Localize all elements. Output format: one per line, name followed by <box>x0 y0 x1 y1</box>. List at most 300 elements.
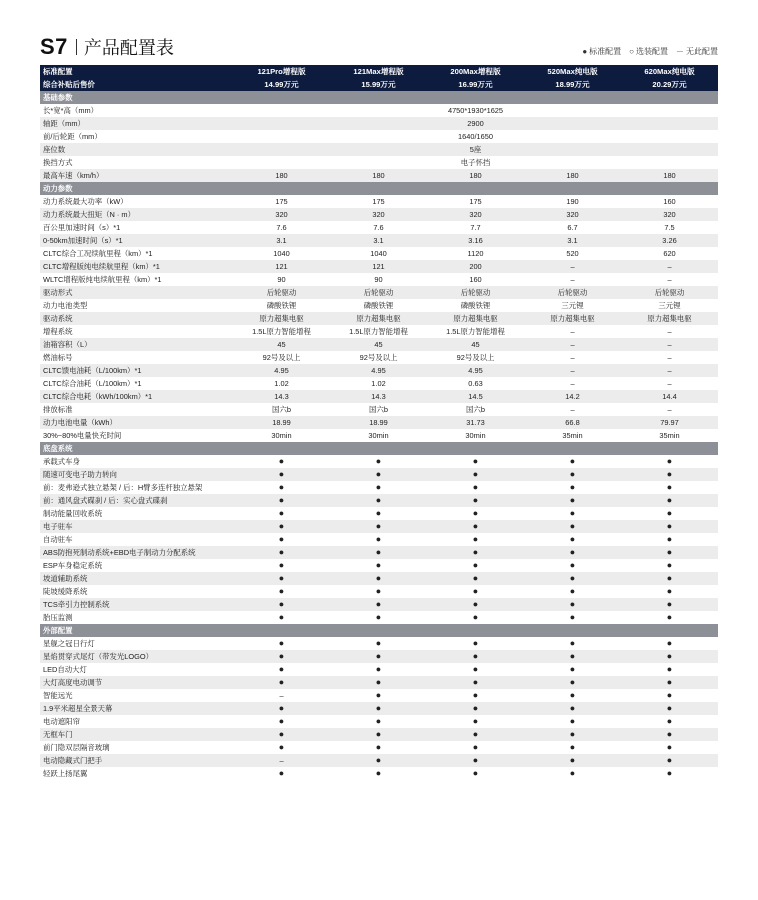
value-cell: ● <box>427 689 524 702</box>
table-row <box>40 325 718 338</box>
table-row <box>40 598 718 611</box>
value-cell: 160 <box>427 273 524 286</box>
row-label: 驱动系统 <box>40 312 233 325</box>
row-label: CLTC综合油耗（L/100km）*1 <box>40 377 233 390</box>
value-cell: ● <box>524 533 621 546</box>
row-label: 大灯高度电动调节 <box>40 676 233 689</box>
table-row <box>40 520 718 533</box>
value-cell: ● <box>621 468 718 481</box>
table-row <box>40 143 718 156</box>
value-cell: 320 <box>524 208 621 221</box>
value-cell: ● <box>233 481 330 494</box>
page-title <box>40 34 174 60</box>
row-label: 电子驻车 <box>40 520 233 533</box>
value-cell: ● <box>524 546 621 559</box>
table-row <box>40 559 718 572</box>
merged-value-cell: 电子怀挡 <box>233 156 718 169</box>
value-cell: – <box>621 377 718 390</box>
value-cell: 原力超集电驱 <box>233 312 330 325</box>
value-cell: 180 <box>621 169 718 182</box>
value-cell: 90 <box>233 273 330 286</box>
value-cell: ● <box>524 611 621 624</box>
legend-label: 选装配置 <box>636 47 668 56</box>
value-cell: 3.26 <box>621 234 718 247</box>
value-cell: 国六b <box>427 403 524 416</box>
table-row <box>40 247 718 260</box>
section-header <box>40 442 718 455</box>
value-cell: ● <box>233 520 330 533</box>
row-label: 驱动形式 <box>40 286 233 299</box>
table-row <box>40 637 718 650</box>
merged-value-cell: 4750*1930*1625 <box>233 104 718 117</box>
table-row <box>40 286 718 299</box>
legend-label: 无此配置 <box>686 47 718 56</box>
row-label: 自动驻车 <box>40 533 233 546</box>
value-cell: ● <box>233 546 330 559</box>
table-row <box>40 312 718 325</box>
value-cell: ● <box>233 572 330 585</box>
value-cell: 3.1 <box>330 234 427 247</box>
value-cell: ● <box>427 468 524 481</box>
value-cell: ● <box>621 637 718 650</box>
legend-label: 标准配置 <box>589 47 622 56</box>
value-cell: ● <box>524 637 621 650</box>
value-cell: ● <box>427 650 524 663</box>
model-name: S7 <box>40 34 68 59</box>
header-label: 综合补贴后售价 <box>40 78 233 91</box>
value-cell: 320 <box>330 208 427 221</box>
row-label: 座位数 <box>40 143 233 156</box>
value-cell: – <box>524 260 621 273</box>
table-row <box>40 117 718 130</box>
value-cell: ● <box>427 598 524 611</box>
header-row <box>40 65 718 78</box>
table-row <box>40 494 718 507</box>
row-label: 长*宽*高（mm） <box>40 104 233 117</box>
row-label: 油箱容积（L） <box>40 338 233 351</box>
value-cell: 180 <box>427 169 524 182</box>
value-cell: ● <box>427 520 524 533</box>
row-label: 增程系统 <box>40 325 233 338</box>
table-row <box>40 728 718 741</box>
table-row <box>40 260 718 273</box>
value-cell: – <box>524 364 621 377</box>
value-cell: ● <box>524 741 621 754</box>
value-cell: 原力超集电驱 <box>330 312 427 325</box>
table-row <box>40 377 718 390</box>
header-cell: 16.99万元 <box>427 78 524 91</box>
value-cell: 1.02 <box>233 377 330 390</box>
header-cell: 14.99万元 <box>233 78 330 91</box>
value-cell: 14.2 <box>524 390 621 403</box>
value-cell: ● <box>621 741 718 754</box>
value-cell: ● <box>427 767 524 780</box>
value-cell: 121 <box>330 260 427 273</box>
row-label: WLTC增程版纯电续航里程（km）*1 <box>40 273 233 286</box>
row-label: 百公里加速时间（s）*1 <box>40 221 233 234</box>
value-cell: 7.5 <box>621 221 718 234</box>
table-row <box>40 689 718 702</box>
value-cell: ● <box>427 494 524 507</box>
value-cell: ● <box>330 598 427 611</box>
table-row <box>40 572 718 585</box>
value-cell: 后轮驱动 <box>330 286 427 299</box>
row-label: 电动遮阳帘 <box>40 715 233 728</box>
value-cell: ● <box>233 494 330 507</box>
value-cell: ● <box>524 715 621 728</box>
value-cell: ● <box>621 559 718 572</box>
value-cell: ● <box>621 572 718 585</box>
header-cell: 15.99万元 <box>330 78 427 91</box>
header-cell: 520Max纯电版 <box>524 65 621 78</box>
header-cell: 18.99万元 <box>524 78 621 91</box>
value-cell: ● <box>524 767 621 780</box>
row-label: 排放标准 <box>40 403 233 416</box>
value-cell: ● <box>524 572 621 585</box>
value-cell: 180 <box>233 169 330 182</box>
value-cell: 31.73 <box>427 416 524 429</box>
table-row <box>40 403 718 416</box>
value-cell: 1.5L原力智能增程 <box>330 325 427 338</box>
value-cell: ● <box>233 715 330 728</box>
value-cell: 1040 <box>330 247 427 260</box>
value-cell: 35min <box>524 429 621 442</box>
value-cell: 磷酸铁锂 <box>330 299 427 312</box>
section-header <box>40 91 718 104</box>
table-row <box>40 273 718 286</box>
value-cell: ● <box>621 676 718 689</box>
value-cell: ● <box>427 728 524 741</box>
row-label: LED自动大灯 <box>40 663 233 676</box>
value-cell: – <box>621 325 718 338</box>
title-divider <box>76 39 77 55</box>
section-title: 基础参数 <box>40 91 718 104</box>
value-cell: – <box>621 273 718 286</box>
value-cell: 160 <box>621 195 718 208</box>
table-row <box>40 416 718 429</box>
value-cell: ● <box>427 741 524 754</box>
row-label: 换挡方式 <box>40 156 233 169</box>
header-cell: 121Max增程版 <box>330 65 427 78</box>
row-label: 前：麦弗逊式独立悬架 / 后：H臂多连杆独立悬架 <box>40 481 233 494</box>
table-row <box>40 130 718 143</box>
table-row <box>40 338 718 351</box>
value-cell: 320 <box>233 208 330 221</box>
value-cell: 原力超集电驱 <box>427 312 524 325</box>
value-cell: ● <box>330 533 427 546</box>
section-title: 外部配置 <box>40 624 718 637</box>
table-row <box>40 429 718 442</box>
legend <box>582 46 718 57</box>
value-cell: 620 <box>621 247 718 260</box>
value-cell: – <box>233 754 330 767</box>
value-cell: 后轮驱动 <box>621 286 718 299</box>
value-cell: ● <box>427 715 524 728</box>
merged-value-cell: 1640/1650 <box>233 130 718 143</box>
value-cell: ● <box>330 650 427 663</box>
table-row <box>40 754 718 767</box>
value-cell: 6.7 <box>524 221 621 234</box>
header-cell: 200Max增程版 <box>427 65 524 78</box>
value-cell: ● <box>621 533 718 546</box>
value-cell: 1120 <box>427 247 524 260</box>
value-cell: ● <box>427 585 524 598</box>
value-cell: ● <box>233 598 330 611</box>
value-cell: 国六b <box>233 403 330 416</box>
table-row <box>40 104 718 117</box>
value-cell: ● <box>427 533 524 546</box>
table-row <box>40 221 718 234</box>
table-row <box>40 390 718 403</box>
value-cell: 45 <box>233 338 330 351</box>
value-cell: ● <box>427 611 524 624</box>
value-cell: ● <box>427 676 524 689</box>
value-cell: ● <box>330 559 427 572</box>
table-row <box>40 767 718 780</box>
value-cell: ● <box>330 572 427 585</box>
value-cell: ● <box>427 455 524 468</box>
table-row <box>40 702 718 715</box>
row-label: CLTC综合工况续航里程（km）*1 <box>40 247 233 260</box>
value-cell: ● <box>427 663 524 676</box>
table-row <box>40 481 718 494</box>
legend-symbol: ● <box>582 47 588 56</box>
value-cell: ● <box>427 559 524 572</box>
row-label: TCS牵引力控制系统 <box>40 598 233 611</box>
table-row <box>40 585 718 598</box>
value-cell: ● <box>330 741 427 754</box>
value-cell: ● <box>427 702 524 715</box>
value-cell: ● <box>330 702 427 715</box>
value-cell: ● <box>233 533 330 546</box>
value-cell: ● <box>524 702 621 715</box>
value-cell: ● <box>330 663 427 676</box>
value-cell: ● <box>233 637 330 650</box>
value-cell: 79.97 <box>621 416 718 429</box>
table-row <box>40 364 718 377</box>
value-cell: ● <box>524 728 621 741</box>
value-cell: ● <box>330 481 427 494</box>
table-row <box>40 533 718 546</box>
row-label: 动力系统最大扭矩（N · m） <box>40 208 233 221</box>
value-cell: ● <box>233 676 330 689</box>
row-label: 坡道辅助系统 <box>40 572 233 585</box>
value-cell: ● <box>621 481 718 494</box>
value-cell: ● <box>621 754 718 767</box>
value-cell: ● <box>330 494 427 507</box>
header-cell: 620Max纯电版 <box>621 65 718 78</box>
row-label: 燃油标号 <box>40 351 233 364</box>
value-cell: ● <box>524 689 621 702</box>
header-cell: 20.29万元 <box>621 78 718 91</box>
value-cell: – <box>524 273 621 286</box>
table-row <box>40 299 718 312</box>
row-label: 前门隐双层隔音玻璃 <box>40 741 233 754</box>
value-cell: ● <box>233 663 330 676</box>
table-row <box>40 351 718 364</box>
value-cell: ● <box>233 585 330 598</box>
value-cell: ● <box>621 494 718 507</box>
value-cell: – <box>621 403 718 416</box>
value-cell: 66.8 <box>524 416 621 429</box>
value-cell: ● <box>524 650 621 663</box>
value-cell: ● <box>330 676 427 689</box>
value-cell: – <box>524 377 621 390</box>
value-cell: 1040 <box>233 247 330 260</box>
value-cell: 7.6 <box>233 221 330 234</box>
value-cell: ● <box>330 715 427 728</box>
value-cell: ● <box>524 507 621 520</box>
value-cell: – <box>621 364 718 377</box>
value-cell: 92号及以上 <box>427 351 524 364</box>
value-cell: – <box>524 325 621 338</box>
value-cell: ● <box>427 572 524 585</box>
value-cell: ● <box>621 520 718 533</box>
table-row <box>40 741 718 754</box>
value-cell: ● <box>621 702 718 715</box>
value-cell: ● <box>330 754 427 767</box>
row-label: 前：通风盘式碟刹 / 后：实心盘式碟刹 <box>40 494 233 507</box>
legend-item <box>582 46 621 57</box>
value-cell: ● <box>621 611 718 624</box>
table-row <box>40 546 718 559</box>
row-label: 0-50km加速时间（s）*1 <box>40 234 233 247</box>
section-title: 底盘系统 <box>40 442 718 455</box>
row-label: 前/后轮距（mm） <box>40 130 233 143</box>
row-label: 轻跃上扬尾翼 <box>40 767 233 780</box>
value-cell: 30min <box>233 429 330 442</box>
legend-item <box>676 46 718 57</box>
table-row <box>40 468 718 481</box>
value-cell: ● <box>524 520 621 533</box>
value-cell: – <box>524 351 621 364</box>
row-label: 轴距（mm） <box>40 117 233 130</box>
value-cell: ● <box>233 728 330 741</box>
legend-symbol: － <box>676 47 684 56</box>
value-cell: ● <box>330 728 427 741</box>
row-label: 动力系统最大功率（kW） <box>40 195 233 208</box>
value-cell: ● <box>621 507 718 520</box>
value-cell: – <box>621 260 718 273</box>
legend-symbol: ○ <box>629 47 634 56</box>
value-cell: 后轮驱动 <box>233 286 330 299</box>
value-cell: 原力超集电驱 <box>621 312 718 325</box>
legend-item <box>629 46 668 57</box>
section-header <box>40 182 718 195</box>
header-cell: 121Pro增程版 <box>233 65 330 78</box>
value-cell: ● <box>427 481 524 494</box>
value-cell: 4.95 <box>233 364 330 377</box>
value-cell: ● <box>524 455 621 468</box>
value-cell: ● <box>427 754 524 767</box>
value-cell: 7.7 <box>427 221 524 234</box>
value-cell: ● <box>621 598 718 611</box>
value-cell: ● <box>233 559 330 572</box>
value-cell: 30min <box>330 429 427 442</box>
value-cell: ● <box>330 507 427 520</box>
table-row <box>40 455 718 468</box>
value-cell: 175 <box>427 195 524 208</box>
value-cell: ● <box>330 520 427 533</box>
value-cell: ● <box>621 650 718 663</box>
value-cell: 3.1 <box>524 234 621 247</box>
row-label: 随速可变电子助力转向 <box>40 468 233 481</box>
value-cell: ● <box>330 637 427 650</box>
table-row <box>40 156 718 169</box>
row-label: 制动能量回收系统 <box>40 507 233 520</box>
value-cell: ● <box>621 585 718 598</box>
merged-value-cell: 5座 <box>233 143 718 156</box>
value-cell: ● <box>233 650 330 663</box>
row-label: CLTC馈电油耗（L/100km）*1 <box>40 364 233 377</box>
value-cell: ● <box>330 585 427 598</box>
value-cell: – <box>524 338 621 351</box>
row-label: 星舰之冠日行灯 <box>40 637 233 650</box>
value-cell: ● <box>427 507 524 520</box>
header-label: 标准配置 <box>40 65 233 78</box>
table-row <box>40 208 718 221</box>
row-label: 陡坡缓降系统 <box>40 585 233 598</box>
row-label: CLTC综合电耗（kWh/100km）*1 <box>40 390 233 403</box>
value-cell: 3.1 <box>233 234 330 247</box>
row-label: 星焰贯穿式尾灯（带发光LOGO） <box>40 650 233 663</box>
merged-value-cell: 2900 <box>233 117 718 130</box>
value-cell: 三元锂 <box>524 299 621 312</box>
value-cell: ● <box>233 455 330 468</box>
value-cell: 7.6 <box>330 221 427 234</box>
value-cell: 45 <box>427 338 524 351</box>
table-row <box>40 650 718 663</box>
value-cell: 国六b <box>330 403 427 416</box>
table-row <box>40 715 718 728</box>
row-label: 30%~80%电量快充时间 <box>40 429 233 442</box>
value-cell: ● <box>330 468 427 481</box>
value-cell: ● <box>330 689 427 702</box>
value-cell: ● <box>233 611 330 624</box>
value-cell: 1.02 <box>330 377 427 390</box>
value-cell: 4.95 <box>330 364 427 377</box>
value-cell: ● <box>621 455 718 468</box>
value-cell: 后轮驱动 <box>427 286 524 299</box>
value-cell: 磷酸铁锂 <box>427 299 524 312</box>
value-cell: 三元锂 <box>621 299 718 312</box>
config-table <box>40 65 718 780</box>
table-row <box>40 507 718 520</box>
value-cell: ● <box>524 663 621 676</box>
value-cell: 14.3 <box>330 390 427 403</box>
value-cell: ● <box>330 767 427 780</box>
value-cell: ● <box>233 741 330 754</box>
value-cell: 320 <box>621 208 718 221</box>
value-cell: ● <box>621 728 718 741</box>
value-cell: ● <box>233 702 330 715</box>
value-cell: ● <box>524 598 621 611</box>
value-cell: ● <box>233 767 330 780</box>
value-cell: ● <box>621 715 718 728</box>
row-label: 动力电池类型 <box>40 299 233 312</box>
value-cell: 0.63 <box>427 377 524 390</box>
row-label: ESP车身稳定系统 <box>40 559 233 572</box>
value-cell: ● <box>233 468 330 481</box>
value-cell: ● <box>524 468 621 481</box>
value-cell: ● <box>330 546 427 559</box>
table-row <box>40 663 718 676</box>
row-label: 智能远光 <box>40 689 233 702</box>
value-cell: 92号及以上 <box>233 351 330 364</box>
value-cell: ● <box>330 611 427 624</box>
value-cell: 1.5L原力智能增程 <box>427 325 524 338</box>
value-cell: 320 <box>427 208 524 221</box>
